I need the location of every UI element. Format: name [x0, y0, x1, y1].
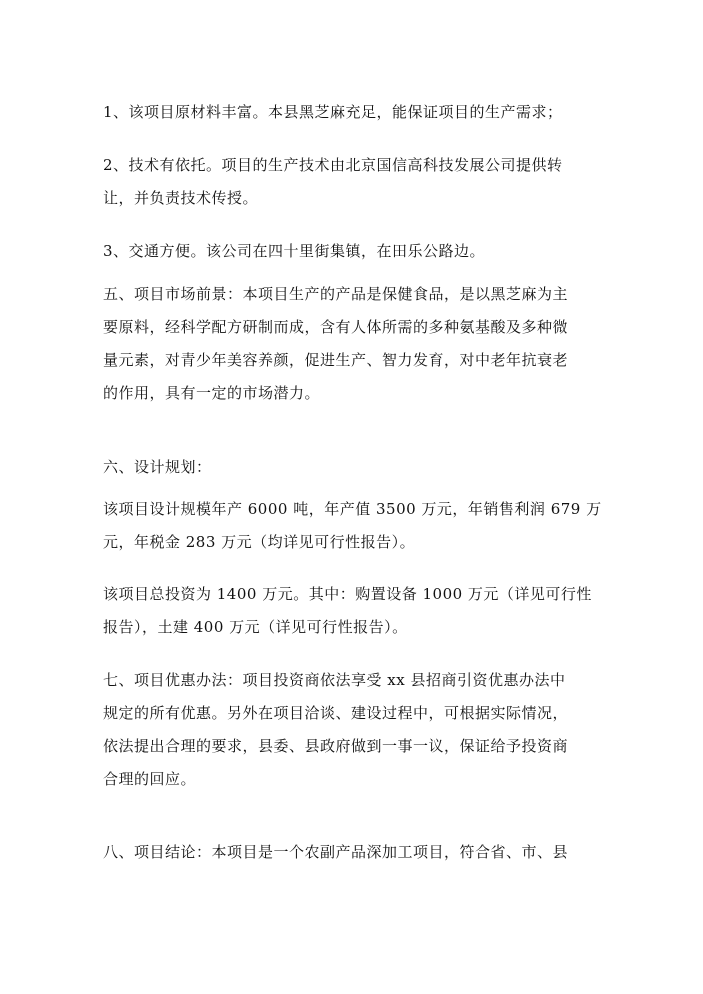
text-line: 2、技术有依托。项目的生产技术由北京国信高科技发展公司提供转 [103, 156, 563, 174]
text-line: 八、项目结论：本项目是一个农副产品深加工项目，符合省、市、县 [103, 843, 569, 861]
text-line: 该项目设计规模年产 6000 吨，年产值 3500 万元，年销售利润 679 万 [103, 500, 602, 518]
paragraph-total-investment [103, 578, 592, 644]
text-line: 该项目总投资为 1400 万元。其中：购置设备 1000 万元（详见可行性 [103, 585, 592, 603]
paragraph-technology [103, 149, 563, 215]
text-line: 六、设计规划： [103, 458, 212, 476]
text-line: 量元素，对青少年美容养颜，促进生产、智力发育，对中老年抗衰老 [103, 351, 569, 369]
paragraph-design-scale [103, 493, 602, 559]
text-line: 3、交通方便。该公司在四十里街集镇，在田乐公路边。 [103, 242, 486, 260]
text-line: 五、项目市场前景：本项目生产的产品是保健食品，是以黑芝麻为主 [103, 285, 569, 303]
paragraph-market-prospect [103, 278, 568, 410]
paragraph-incentives [103, 664, 568, 796]
text-line: 要原料，经科学配方研制而成，含有人体所需的多种氨基酸及多种微 [103, 318, 569, 336]
paragraph-conclusion [103, 836, 568, 869]
text-line: 七、项目优惠办法：项目投资商依法享受 xx 县招商引资优惠办法中 [103, 671, 566, 689]
section-heading-design-plan [103, 451, 212, 484]
text-line: 依法提出合理的要求，县委、县政府做到一事一议，保证给予投资商 [103, 737, 569, 755]
text-line: 规定的所有优惠。另外在项目洽谈、建设过程中，可根据实际情况， [103, 704, 569, 722]
paragraph-raw-materials [103, 96, 563, 129]
text-line: 合理的回应。 [103, 770, 197, 788]
text-line: 的作用，具有一定的市场潜力。 [103, 384, 321, 402]
paragraph-transport [103, 235, 485, 268]
text-line: 1、该项目原材料丰富。本县黑芝麻充足，能保证项目的生产需求； [103, 103, 563, 121]
text-line: 报告），土建 400 万元（详见可行性报告）。 [103, 618, 408, 636]
text-line: 元，年税金 283 万元（均详见可行性报告）。 [103, 533, 416, 551]
text-line: 让，并负责技术传授。 [103, 189, 259, 207]
